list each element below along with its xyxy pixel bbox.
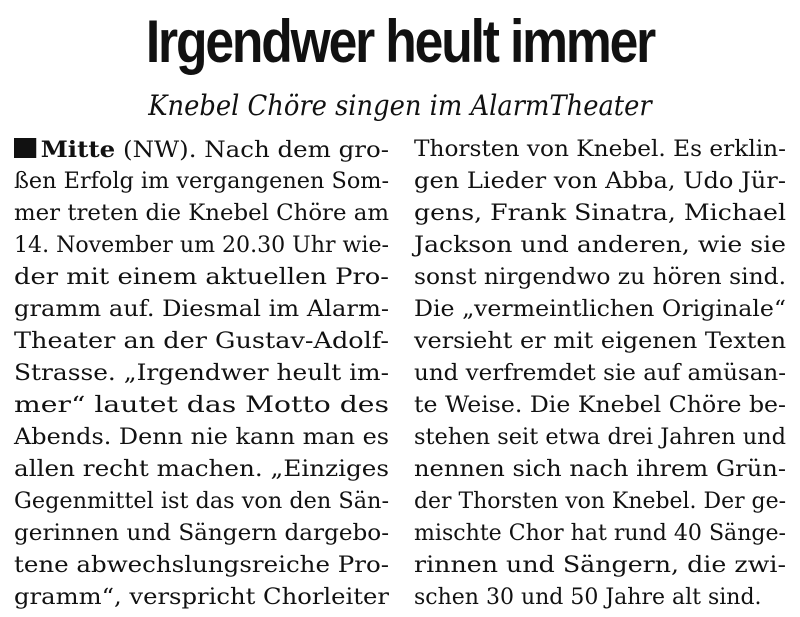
headline: Irgendwer heult immer bbox=[145, 8, 655, 75]
text-line: Strasse. „Irgendwer heult im- bbox=[14, 361, 390, 386]
text-line: gramm“, verspricht Chorleiter bbox=[14, 585, 389, 610]
text-line: der Thorsten von Knebel. Der ge- bbox=[414, 489, 787, 514]
lead-square-marker bbox=[14, 138, 36, 158]
text-line: 14. November um 20.30 Uhr wie- bbox=[14, 233, 389, 258]
text-line: schen 30 und 50 Jahre alt sind. bbox=[414, 585, 762, 610]
text-line: mer treten die Knebel Chöre am bbox=[14, 201, 389, 226]
text-line: Gegenmittel ist das von den Sän- bbox=[14, 489, 390, 514]
right-column bbox=[414, 134, 786, 614]
text-line: stehen seit etwa drei Jahren und bbox=[414, 425, 787, 450]
lead-line bbox=[14, 134, 431, 166]
text-line: gen Lieder von Abba, Udo Jür- bbox=[414, 169, 786, 194]
lead-word: Mitte bbox=[40, 137, 116, 163]
text-line: und verfremdet sie auf amüsan- bbox=[414, 361, 787, 386]
lead-rest: (NW). Nach dem gro- bbox=[115, 138, 389, 163]
text-line: nennen sich nach ihrem Grün- bbox=[414, 457, 787, 482]
text-line: sonst nirgendwo zu hören sind. bbox=[414, 265, 787, 290]
text-line: gerinnen und Sängern dargebo- bbox=[14, 521, 389, 546]
text-line: versieht er mit eigenen Texten bbox=[414, 329, 787, 354]
text-line: Thorsten von Knebel. Es erklin- bbox=[414, 137, 786, 162]
text-line: Jackson und anderen, wie sie bbox=[414, 233, 786, 258]
text-line: tene abwechslungsreiche Pro- bbox=[14, 553, 389, 578]
text-line: gens, Frank Sinatra, Michael bbox=[414, 201, 787, 226]
text-line: mischte Chor hat rund 40 Sänge- bbox=[414, 521, 786, 546]
text-line: Die „vermeintlichen Originale“ bbox=[414, 297, 787, 322]
text-line: der mit einem aktuellen Pro- bbox=[14, 265, 389, 290]
text-line: te Weise. Die Knebel Chöre be- bbox=[414, 393, 786, 418]
text-line: rinnen und Sängern, die zwi- bbox=[414, 553, 786, 578]
text-line: Theater an der Gustav-Adolf- bbox=[14, 329, 390, 354]
text-line: gramm auf. Diesmal im Alarm- bbox=[14, 297, 389, 322]
text-line: ßen Erfolg im vergangenen Som- bbox=[14, 169, 390, 194]
text-line: Abends. Denn nie kann man es bbox=[14, 425, 389, 450]
text-line: allen recht machen. „Einziges bbox=[14, 457, 390, 482]
text-line: mer“ lautet das Motto des bbox=[14, 393, 389, 418]
subheadline: Knebel Chöre singen im AlarmTheater bbox=[148, 89, 652, 122]
left-column bbox=[14, 134, 389, 614]
